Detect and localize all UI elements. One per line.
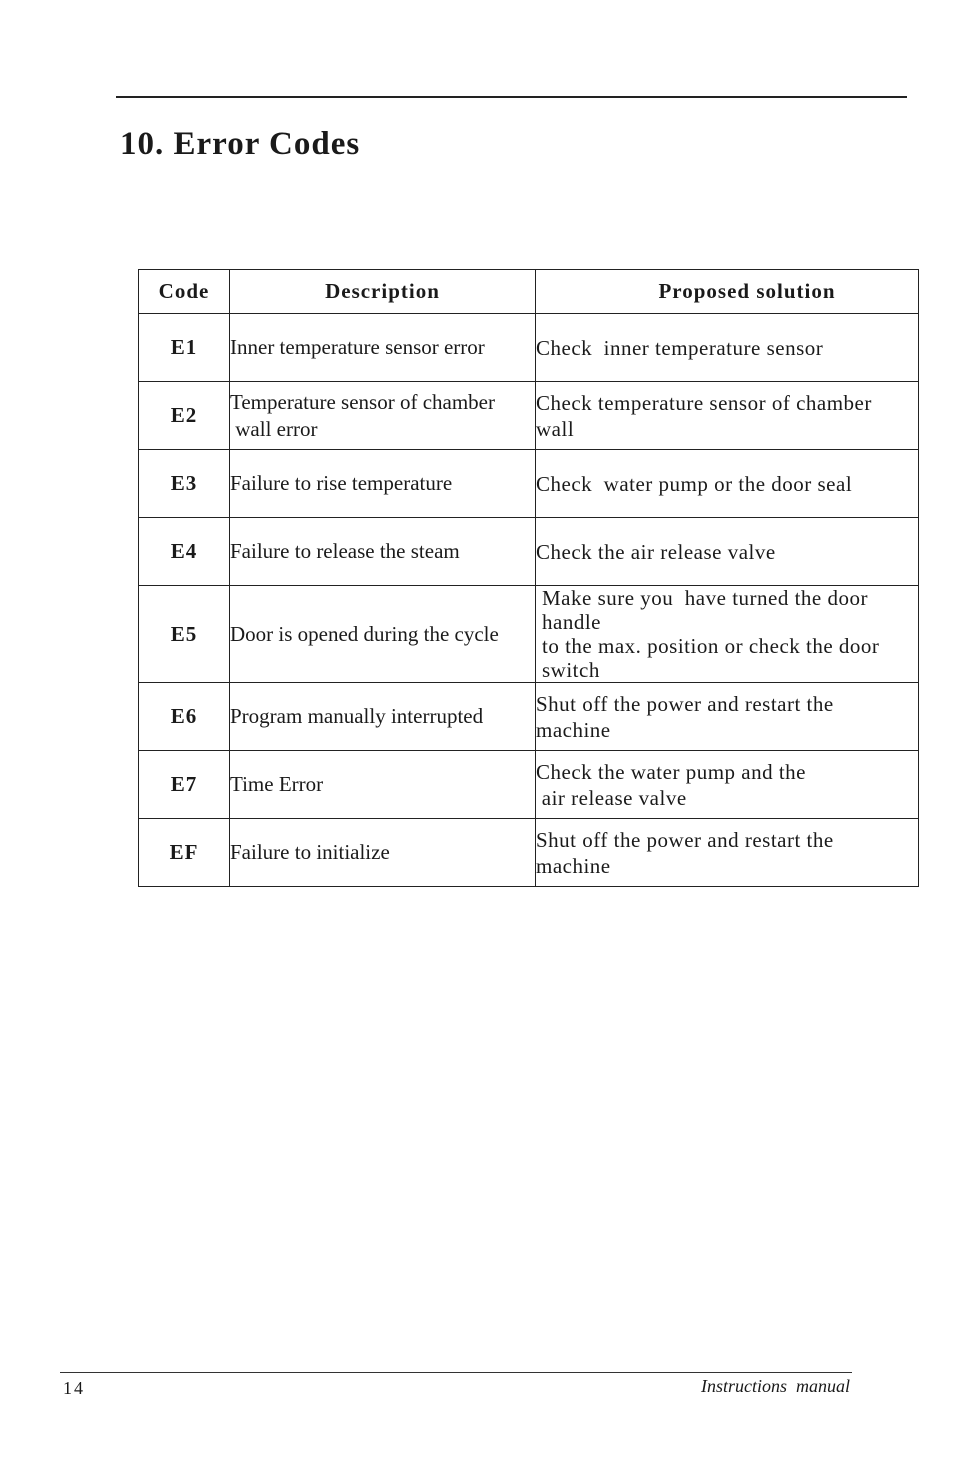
error-solution: Shut off the power and restart the machine — [536, 683, 919, 751]
error-code: E6 — [139, 683, 230, 751]
header-code: Code — [139, 270, 230, 314]
error-solution: Check inner temperature sensor — [536, 314, 919, 382]
error-description: Program manually interrupted — [230, 683, 536, 751]
error-description: Time Error — [230, 751, 536, 819]
table-row — [139, 751, 919, 819]
table-header-row — [139, 270, 919, 314]
error-code: E7 — [139, 751, 230, 819]
page-title: 10. Error Codes — [120, 126, 361, 162]
error-description: Inner temperature sensor error — [230, 314, 536, 382]
error-solution: Check the air release valve — [536, 518, 919, 586]
error-solution: Shut off the power and restart the machine — [536, 819, 919, 887]
error-code: E2 — [139, 382, 230, 450]
error-code: E1 — [139, 314, 230, 382]
error-code: E4 — [139, 518, 230, 586]
error-description: Failure to initialize — [230, 819, 536, 887]
error-solution: Make sure you have turned the door handle to the max. position or check the door switch — [536, 586, 919, 683]
table-row — [139, 518, 919, 586]
table-row — [139, 586, 919, 683]
error-description: Failure to release the steam — [230, 518, 536, 586]
error-code: E5 — [139, 586, 230, 683]
table-row — [139, 314, 919, 382]
header-solution: Proposed solution — [536, 270, 919, 314]
error-code: E3 — [139, 450, 230, 518]
page-number: 14 — [63, 1378, 85, 1398]
table-row — [139, 382, 919, 450]
error-description: Temperature sensor of chamber wall error — [230, 382, 536, 450]
error-description: Door is opened during the cycle — [230, 586, 536, 683]
header-description: Description — [230, 270, 536, 314]
error-solution: Check the water pump and the air release valve — [536, 751, 919, 819]
error-description: Failure to rise temperature — [230, 450, 536, 518]
error-solution: Check water pump or the door seal — [536, 450, 919, 518]
table-row — [139, 819, 919, 887]
table-row — [139, 683, 919, 751]
footer-label: Instructions manual — [700, 1376, 850, 1396]
header-rule — [116, 96, 907, 98]
error-code: EF — [139, 819, 230, 887]
footer-rule — [60, 1372, 852, 1373]
error-solution: Check temperature sensor of chamber wall — [536, 382, 919, 450]
table-row — [139, 450, 919, 518]
error-codes-table — [138, 269, 919, 887]
